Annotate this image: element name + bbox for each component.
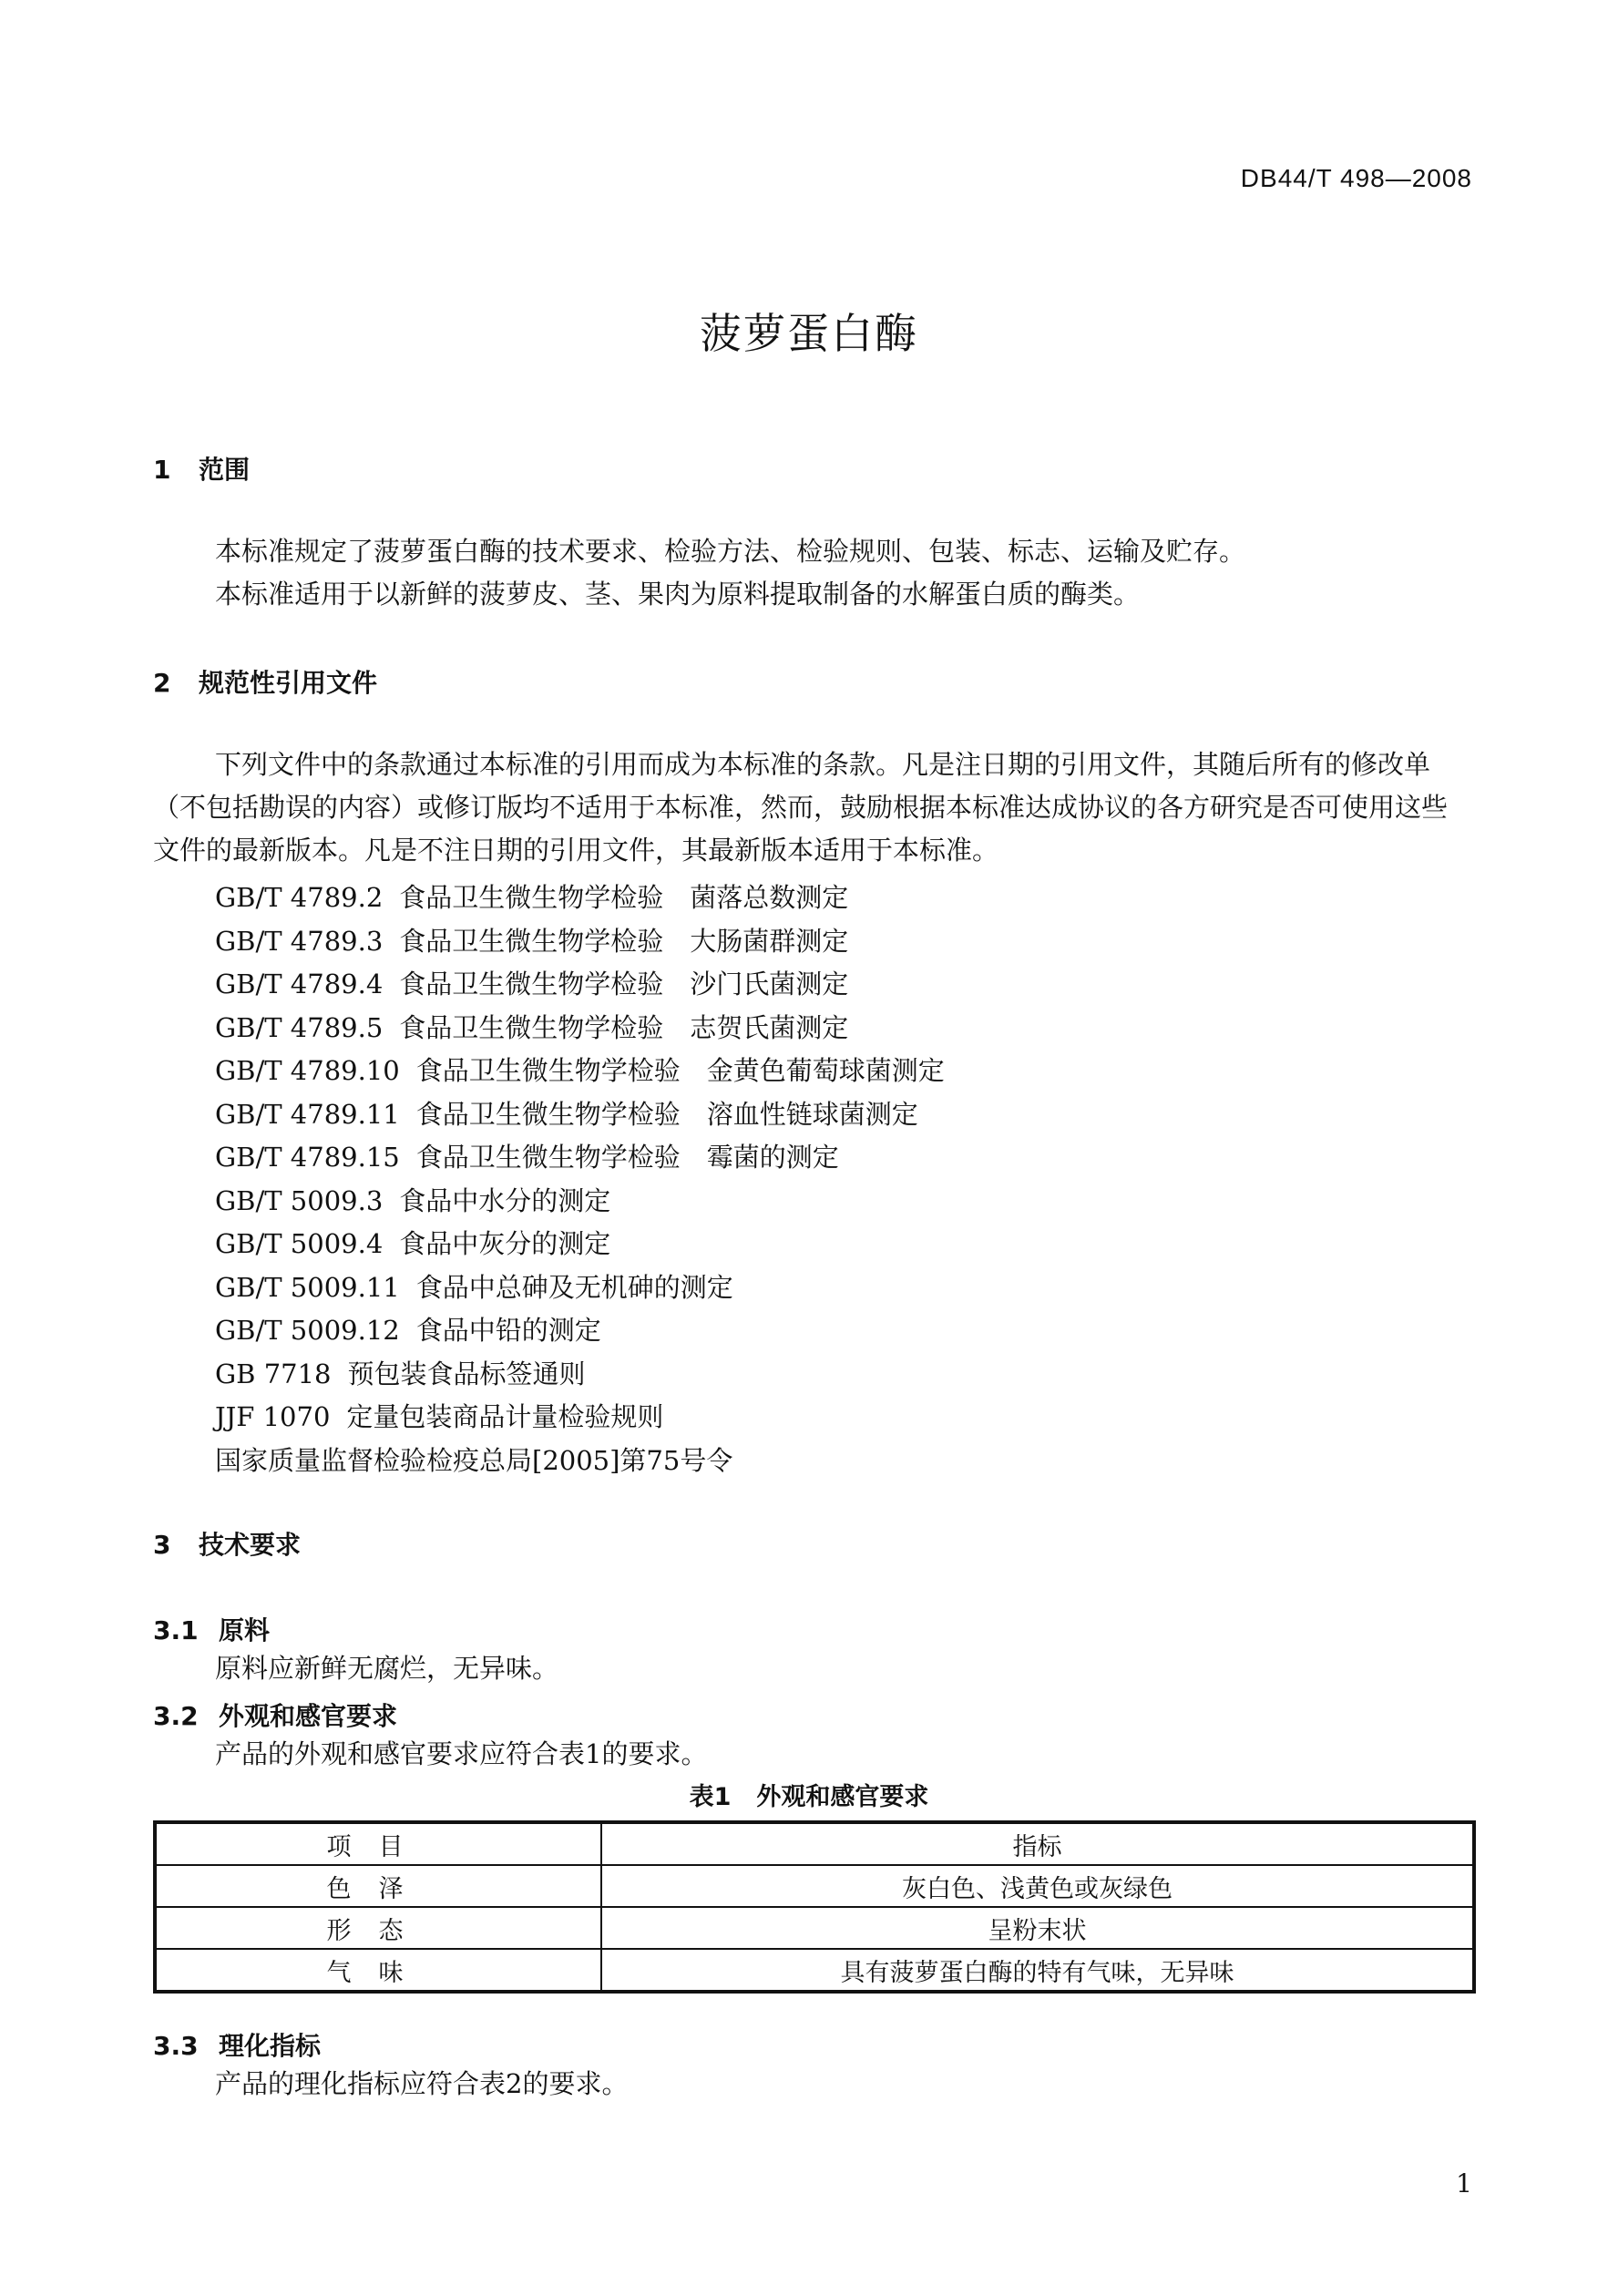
section-title: 理化指标 <box>219 2031 322 2061</box>
list-item: GB/T 5009.3 食品中水分的测定 <box>215 1184 611 1216</box>
table-cell: 气味 <box>155 1949 601 1992</box>
list-item: GB 7718 预包装食品标签通则 <box>215 1358 586 1389</box>
list-item: GB/T 5009.4 食品中灰分的测定 <box>215 1228 611 1259</box>
list-item: GB/T 5009.11 食品中总砷及无机砷的测定 <box>215 1271 733 1303</box>
page-number: 1 <box>1456 2168 1472 2199</box>
table-title: 外观和感官要求 <box>756 1783 929 1811</box>
table-number: 表1 <box>689 1783 732 1811</box>
table-row <box>155 1949 1474 1992</box>
section-3-2-heading <box>153 1696 397 1733</box>
table-cell: 具有菠萝蛋白酶的特有气味，无异味 <box>601 1949 1474 1992</box>
appearance-text: 产品的外观和感官要求应符合表1的要求。 <box>215 1738 708 1769</box>
section-number: 3.3 <box>153 2031 199 2061</box>
list-item: GB/T 4789.10 食品卫生微生物学检验 金黄色葡萄球菌测定 <box>215 1055 945 1086</box>
document-title: 菠萝蛋白酶 <box>700 309 918 358</box>
section-title: 范围 <box>199 455 251 485</box>
table-row <box>155 1907 1474 1949</box>
column-header-indicator: 指标 <box>601 1822 1474 1865</box>
list-item: GB/T 4789.2 食品卫生微生物学检验 菌落总数测定 <box>215 882 849 913</box>
table-header-row <box>155 1822 1474 1865</box>
section-3-heading <box>153 1525 301 1562</box>
standard-code: DB44/T 498—2008 <box>1240 164 1472 192</box>
section-title: 外观和感官要求 <box>219 1701 398 1731</box>
section-title: 规范性引用文件 <box>199 668 378 698</box>
table-cell: 色泽 <box>155 1865 601 1907</box>
list-item: JJF 1070 定量包装商品计量检验规则 <box>215 1401 664 1432</box>
section-3-3-heading <box>153 2026 321 2063</box>
physicochemical-text: 产品的理化指标应符合表2的要求。 <box>215 2068 629 2099</box>
reference-list <box>215 876 945 1482</box>
section-title: 原料 <box>219 1615 271 1645</box>
scope-paragraph-1: 本标准规定了菠萝蛋白酶的技术要求、检验方法、检验规则、包装、标志、运输及贮存。 <box>215 536 1246 567</box>
references-intro: 下列文件中的条款通过本标准的引用而成为本标准的条款。凡是注日期的引用文件，其随后所有的修改单（不包括勘误的内容）或修订版均不适用于本标准，然而，鼓励根据本标准达成协议的各方研究是否可使用这些文件的最新版本。凡是不注日期的引用文件，其最新版本适用于本标准。 <box>153 749 1449 866</box>
appearance-table <box>153 1820 1476 1994</box>
table-cell: 呈粉末状 <box>601 1907 1474 1949</box>
section-number: 3 <box>153 1530 171 1560</box>
list-item: GB/T 4789.5 食品卫生微生物学检验 志贺氏菌测定 <box>215 1011 849 1043</box>
list-item: GB/T 4789.11 食品卫生微生物学检验 溶血性链球菌测定 <box>215 1098 918 1130</box>
section-title: 技术要求 <box>199 1530 302 1560</box>
list-item: GB/T 4789.3 食品卫生微生物学检验 大肠菌群测定 <box>215 925 849 957</box>
section-3-1-heading <box>153 1611 270 1647</box>
section-1-heading <box>153 450 250 487</box>
table-1-caption <box>0 1777 1618 1812</box>
section-number: 3.2 <box>153 1701 199 1731</box>
column-header-item: 项目 <box>155 1822 601 1865</box>
table-row <box>155 1865 1474 1907</box>
section-number: 2 <box>153 668 171 698</box>
list-item: GB/T 4789.4 食品卫生微生物学检验 沙门氏菌测定 <box>215 969 849 999</box>
table-cell: 灰白色、浅黄色或灰绿色 <box>601 1865 1474 1907</box>
list-item: GB/T 5009.12 食品中铅的测定 <box>215 1315 601 1346</box>
table-cell: 形态 <box>155 1907 601 1949</box>
section-number: 3.1 <box>153 1615 199 1645</box>
list-item: 国家质量监督检验检疫总局[2005]第75号令 <box>215 1444 733 1476</box>
list-item: GB/T 4789.15 食品卫生微生物学检验 霉菌的测定 <box>215 1142 839 1173</box>
raw-material-text: 原料应新鲜无腐烂，无异味。 <box>215 1653 559 1684</box>
scope-paragraph-2: 本标准适用于以新鲜的菠萝皮、茎、果肉为原料提取制备的水解蛋白质的酶类。 <box>215 579 1141 610</box>
section-2-heading <box>153 663 377 700</box>
section-number: 1 <box>153 455 171 485</box>
